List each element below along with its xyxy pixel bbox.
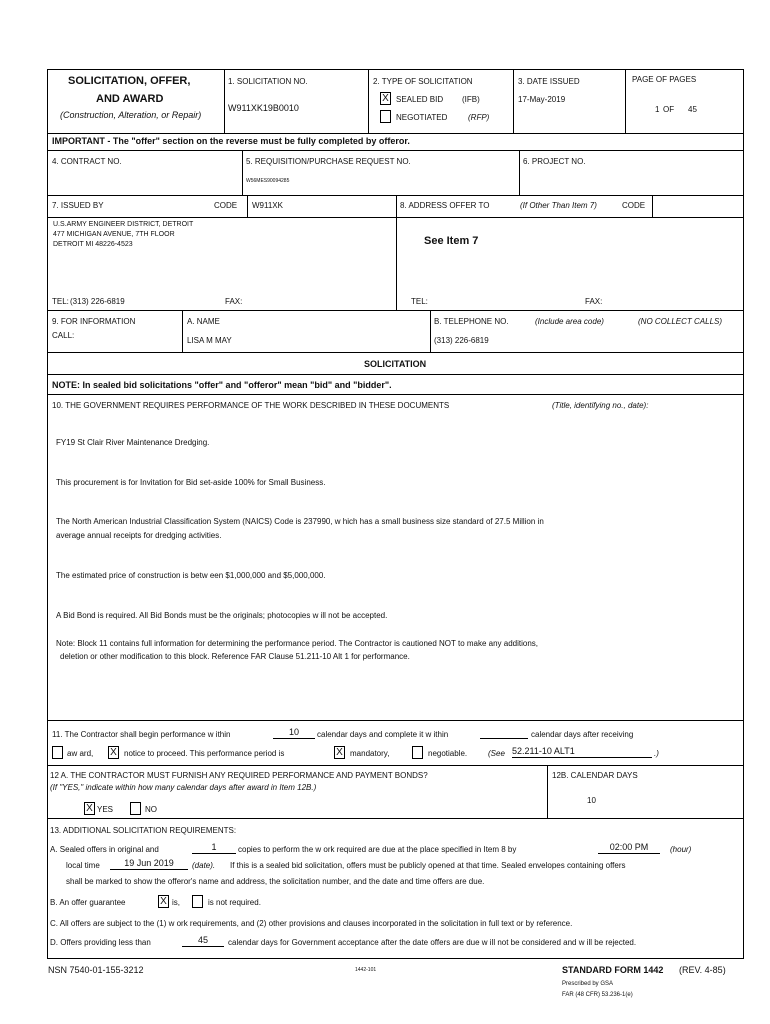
tel-label: TEL:	[52, 297, 69, 306]
divider	[513, 70, 514, 133]
page-number: 1	[655, 105, 660, 114]
item10-estimate: The estimated price of construction is betw een $1,000,000 and $5,000,000.	[56, 571, 326, 580]
item13d-text2: calendar days for Government acceptance after the date offers are due w ill not be considered and w ill be rejected.	[228, 938, 637, 947]
see-label: (See	[488, 749, 505, 758]
divider	[396, 195, 397, 310]
divider	[547, 765, 548, 818]
item13c-text: C. All offers are subject to the (1) w ork requirements, and (2) other provisions and clauses incorporated in the solicitation in full text or by reference.	[50, 919, 573, 928]
item11-text-a: 11. The Contractor shall begin performance w ithin	[52, 730, 231, 739]
divider	[182, 310, 183, 352]
no-collect-note: (NO COLLECT CALLS)	[638, 317, 723, 326]
tel-value: (313) 226-6819	[70, 297, 125, 306]
form-title-line1: SOLICITATION, OFFER,	[68, 75, 191, 87]
item10-setaside: This procurement is for Invitation for Bid set-aside 100% for Small Business.	[56, 478, 326, 487]
see-close: .)	[654, 749, 659, 758]
name-value: LISA M MAY	[187, 336, 232, 345]
divider	[48, 217, 743, 218]
item13d-text1: D. Offers providing less than	[50, 938, 151, 947]
divider	[368, 70, 369, 133]
guarantee-isnot-checkbox[interactable]	[192, 895, 203, 908]
item12a-note: (If "YES," indicate within how many calendar days after award in Item 12B.)	[50, 783, 317, 792]
divider	[224, 70, 225, 133]
negotiated-checkbox[interactable]	[380, 110, 391, 123]
issuer-address-line2: 477 MICHIGAN AVENUE, 7TH FLOOR	[53, 231, 175, 238]
bonds-no-checkbox[interactable]	[130, 802, 141, 815]
item12b-label: 12B. CALENDAR DAYS	[552, 771, 638, 780]
acceptance-days-field[interactable]: 45	[182, 935, 224, 947]
award-checkbox[interactable]	[52, 746, 63, 759]
complete-days-field[interactable]	[480, 727, 528, 739]
solicitation-no-label: 1. SOLICITATION NO.	[228, 77, 308, 86]
divider	[48, 310, 743, 311]
negotiated-label: NEGOTIATED	[396, 113, 448, 122]
date-issued-value: 17-May-2019	[518, 95, 566, 104]
bonds-no-label: NO	[145, 805, 157, 814]
nsn-number: NSN 7540-01-155-3212	[48, 965, 144, 975]
item13a-text1: A. Sealed offers in original and	[50, 845, 159, 854]
guarantee-isnot-label: is not required.	[208, 898, 261, 907]
info-call-label-line1: 9. FOR INFORMATION	[52, 317, 136, 326]
fax-label: FAX:	[225, 297, 243, 306]
divider	[247, 195, 248, 217]
see-item7: See Item 7	[424, 235, 479, 247]
issued-by-label: 7. ISSUED BY	[52, 201, 104, 210]
divider	[48, 352, 743, 353]
hour-field[interactable]: 02:00 PM	[598, 842, 660, 854]
sealed-bid-label: SEALED BID	[396, 95, 444, 104]
divider	[48, 150, 743, 151]
solicitation-heading: SOLICITATION	[364, 359, 427, 369]
divider	[430, 310, 431, 352]
item13-label: 13. ADDITIONAL SOLICITATION REQUIREMENTS:	[50, 826, 237, 835]
requisition-value: W56MES90094285	[246, 178, 290, 184]
form-title-sub: (Construction, Alteration, or Repair)	[60, 110, 202, 120]
negotiable-checkbox[interactable]	[412, 746, 423, 759]
note-text: NOTE: In sealed bid solicitations "offer" and "offeror" mean "bid" and "bidder".	[52, 380, 392, 390]
bonds-yes-checkbox[interactable]: X	[84, 802, 95, 815]
date-label: (date).	[192, 861, 216, 870]
phone-label: B. TELEPHONE NO.	[434, 317, 509, 326]
address-offer-note: (If Other Than Item 7)	[520, 201, 597, 210]
item13a-text5: shall be marked to show the offeror's name and address, the solicitation number, and the date and time offers are due.	[66, 877, 485, 886]
phone-value: (313) 226-6819	[434, 336, 489, 345]
divider	[48, 394, 743, 395]
item13b-text: B. An offer guarantee	[50, 898, 126, 907]
address-offer-label: 8. ADDRESS OFFER TO	[400, 201, 490, 210]
item10-note-line1: Note: Block 11 contains full information for determining the performance period. The Contractor is cautioned NOT to make any additions,	[56, 639, 539, 648]
issued-by-code-value: W911XK	[252, 201, 283, 210]
item13a-text4: If this is a sealed bid solicitation, offers must be publicly opened at that time. Sealed envelopes containing offers	[230, 861, 626, 870]
contract-no-label: 4. CONTRACT NO.	[52, 157, 122, 166]
far-reference: FAR (48 CFR) 53.236-1(e)	[562, 992, 633, 998]
sf1442-form	[47, 69, 744, 959]
project-no-label: 6. PROJECT NO.	[523, 157, 586, 166]
fax-label-offer: FAX:	[585, 297, 603, 306]
item10-note: (Title, identifying no., date):	[552, 401, 649, 410]
copies-field[interactable]: 1	[192, 842, 236, 854]
item11-text-b: calendar days and complete it w ithin	[317, 730, 449, 739]
issuer-address-line1: U.S.ARMY ENGINEER DISTRICT, DETROIT	[53, 221, 194, 228]
of-label: OF	[663, 105, 675, 114]
item10-title: FY19 St Clair River Maintenance Dredging.	[56, 438, 210, 447]
solicitation-type-label: 2. TYPE OF SOLICITATION	[373, 77, 473, 86]
address-offer-code-label: CODE	[622, 201, 646, 210]
item10-label: 10. THE GOVERNMENT REQUIRES PERFORMANCE OF THE WORK DESCRIBED IN THESE DOCUMENTS	[52, 401, 450, 410]
see-clause-value: 52.211-10 ALT1	[512, 746, 575, 756]
date-issued-label: 3. DATE ISSUED	[518, 77, 580, 86]
divider	[48, 133, 743, 134]
bonds-yes-label: YES	[97, 805, 114, 814]
negotiated-abbr: (RFP)	[468, 113, 490, 122]
divider	[48, 720, 743, 721]
phone-note: (Include area code)	[535, 317, 604, 326]
mandatory-label: mandatory,	[350, 749, 390, 758]
begin-days-field[interactable]: 10	[273, 727, 315, 739]
divider	[48, 374, 743, 375]
info-call-label-line2: CALL:	[52, 331, 75, 340]
item11-text-c: calendar days after receiving	[531, 730, 634, 739]
standard-form-name: STANDARD FORM 1442	[562, 965, 664, 975]
solicitation-no-value: W911XK19B0010	[228, 103, 299, 113]
sealed-bid-abbr: (IFB)	[462, 95, 480, 104]
guarantee-is-label: is,	[172, 898, 180, 907]
award-label: aw ard,	[67, 749, 94, 758]
page-of-pages-label: PAGE OF PAGES	[632, 75, 697, 84]
item12a-label: 12 A. THE CONTRACTOR MUST FURNISH ANY REQUIRED PERFORMANCE AND PAYMENT BONDS?	[50, 771, 428, 780]
item10-naics-line2: average annual receipts for dredging activities.	[56, 531, 222, 540]
prescribed-by: Prescribed by GSA	[562, 981, 614, 987]
form-number-center: 1442-101	[355, 967, 377, 973]
requisition-label: 5. REQUISITION/PURCHASE REQUEST NO.	[246, 157, 411, 166]
item13a-text3: local time	[66, 861, 100, 870]
mandatory-checkbox[interactable]: X	[334, 746, 345, 759]
sealed-bid-checkbox[interactable]: X	[380, 92, 391, 105]
page-total: 45	[688, 105, 697, 114]
tel-label-offer: TEL:	[411, 297, 428, 306]
item10-bidbond: A Bid Bond is required. All Bid Bonds must be the originals; photocopies w ill not be accepted.	[56, 611, 388, 620]
item10-naics-line1: The North American Industrial Classification System (NAICS) Code is 237990, w hich has a small business size standard of 27.5 Million in	[56, 517, 544, 526]
ntp-checkbox[interactable]: X	[108, 746, 119, 759]
item12b-value: 10	[587, 796, 596, 805]
item13a-text2: copies to perform the w ork required are due at the place specified in Item 8 by	[238, 845, 517, 854]
form-revision: (REV. 4-85)	[679, 965, 726, 975]
negotiable-label: negotiable.	[428, 749, 468, 758]
divider	[519, 150, 520, 195]
form-title-line2: AND AWARD	[96, 93, 164, 105]
name-label: A. NAME	[187, 317, 220, 326]
divider	[48, 765, 743, 766]
issued-by-code-label: CODE	[214, 201, 238, 210]
date-field[interactable]: 19 Jun 2019	[110, 858, 188, 870]
important-notice: IMPORTANT - The "offer" section on the reverse must be fully completed by offeror.	[52, 136, 410, 146]
divider	[48, 818, 743, 819]
divider	[625, 70, 626, 133]
guarantee-is-checkbox[interactable]: X	[158, 895, 169, 908]
divider	[652, 195, 653, 217]
hour-label: (hour)	[670, 845, 692, 854]
ntp-label: notice to proceed. This performance period is	[124, 749, 285, 758]
see-clause-field[interactable]	[512, 746, 652, 758]
item10-note-line2: deletion or other modification to this block. Reference FAR Clause 51.211-10 Alt 1 for performance.	[60, 652, 410, 661]
divider	[242, 150, 243, 195]
issuer-address-line3: DETROIT MI 48226-4523	[53, 241, 133, 248]
